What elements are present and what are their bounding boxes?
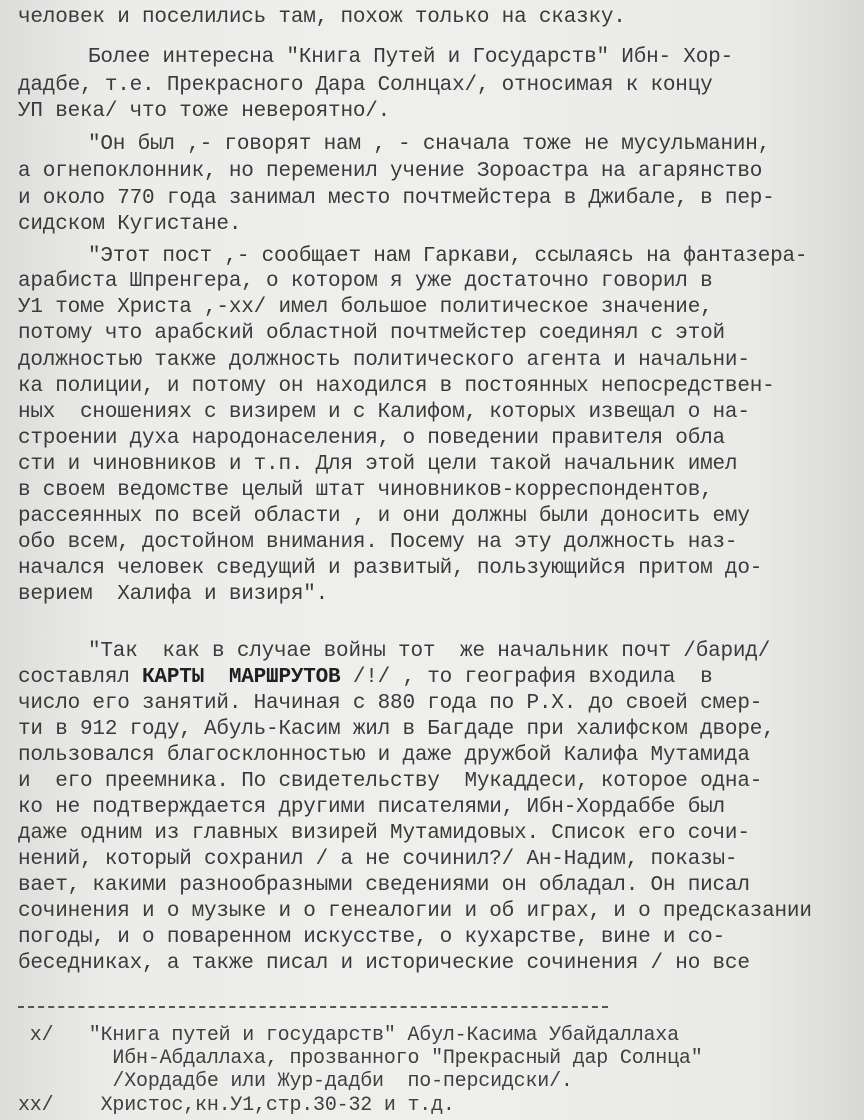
text-line: даже одним из главных визирей Мутамидовых. Список его сочи-	[18, 822, 750, 845]
text-line: верием Халифа и визиря".	[18, 583, 329, 606]
text-line: ка полиции, и потому он находился в постоянных непосредствен-	[18, 375, 775, 398]
text-line: ко не подтверждается другими писателями, Ибн-Хордаббе был	[18, 796, 725, 819]
text-line: сидском Кугистане.	[18, 213, 242, 236]
footnote-line: /Хордадбе или Жур-дадби по-персидски/.	[18, 1070, 573, 1093]
text-line: ти в 912 году, Абуль-Касим жил в Багдаде при халифском дворе,	[18, 718, 775, 741]
text-line: УП века/ что тоже невероятно/.	[18, 100, 391, 123]
text-line: потому что арабский областной почтмейстер соединял с этой	[18, 322, 725, 345]
text-line: нений, который сохранил / а не сочинил?/ Ан-Надим, показы-	[18, 848, 738, 871]
text-line: погоды, и о поваренном искусстве, о кухарстве, вине и со-	[18, 926, 725, 949]
footnote-line: хх/ Христос,кн.У1,стр.30-32 и т.д.	[18, 1094, 455, 1117]
text-line: сочинения и о музыке и о генеалогии и об играх, и о предсказании	[18, 900, 812, 923]
footnote-separator	[18, 1006, 608, 1008]
text-line: У1 томе Христа ,-хх/ имел большое политическое значение,	[18, 296, 713, 319]
text-fragment: /!/ , то география входила в	[340, 666, 713, 689]
text-line: строении духа народонаселения, о поведении правителя обла	[18, 427, 725, 450]
text-fragment: составлял	[18, 666, 143, 689]
text-line: ных сношениях с визирем и с Калифом, которых извещал о на-	[18, 401, 750, 424]
text-line: сти и чиновников и т.п. Для этой цели такой начальник имел	[18, 453, 738, 476]
text-line: дадбе, т.е. Прекрасного Дара Солнцах/, относимая к концу	[18, 74, 713, 97]
text-line: человек и поселились там, похож только на сказку.	[18, 6, 626, 29]
text-line: рассеянных по всей области , и они должны были доносить ему	[18, 505, 750, 528]
text-line: а огнепоклонник, но переменил учение Зороастра на агарянство	[18, 160, 763, 183]
text-line: "Этот пост ,- сообщает нам Гаркави, ссылаясь на фантазера-	[88, 245, 808, 268]
text-line: начался человек сведущий и развитый, пользующийся притом до-	[18, 557, 763, 580]
text-line: беседниках, а также писал и исторические сочинения / но все	[18, 952, 750, 975]
text-line: число его занятий. Начиная с 880 года по Р.Х. до своей смер-	[18, 692, 763, 715]
text-line: Более интересна "Книга Путей и Государств" Ибн- Хор-	[88, 46, 733, 69]
text-line: "Он был ,- говорят нам , - сначала тоже не мусульманин,	[88, 133, 771, 156]
text-line: и его преемника. По свидетельству Мукаддеси, которое одна-	[18, 770, 763, 793]
text-line: должностью также должность политического агента и начальни-	[18, 349, 750, 372]
text-line: пользовался благосклонностью и даже дружбой Калифа Мутамида	[18, 744, 750, 767]
text-line: обо всем, достойном внимания. Посему на эту должность наз-	[18, 531, 738, 554]
text-line: арабиста Шпренгера, о котором я уже достаточно говорил в	[18, 270, 713, 293]
text-line: и около 770 года занимал место почтмейстера в Джибале, в пер-	[18, 187, 775, 210]
emphasized-text: КАРТЫ МАРШРУТОВ	[142, 666, 341, 689]
footnote-line: х/ "Книга путей и государств" Абул-Касима Убайдаллаха	[18, 1024, 679, 1047]
footnote-line: Ибн-Абдаллаха, прозванного "Прекрасный дар Солнца"	[18, 1047, 703, 1070]
text-line: вает, какими разнообразными сведениями он обладал. Он писал	[18, 874, 750, 897]
text-line	[18, 666, 713, 690]
text-line: "Так как в случае войны тот же начальник почт /барид/	[88, 640, 771, 663]
text-line: в своем ведомстве целый штат чиновников-корреспондентов,	[18, 479, 713, 502]
